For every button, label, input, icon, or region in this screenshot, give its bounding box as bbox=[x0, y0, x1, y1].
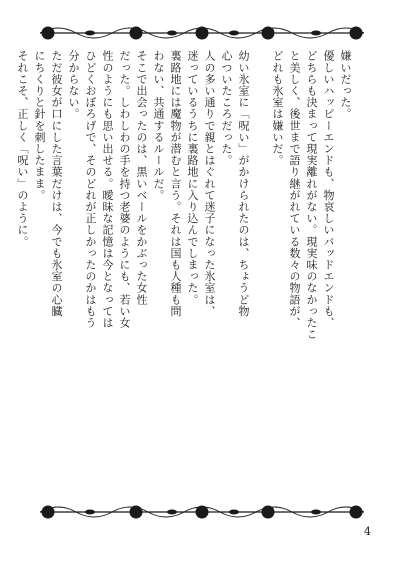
text-column: 裏路地には魔物が潜むと言う。それは国も人種も問 bbox=[169, 50, 182, 317]
text-column: 心ついたころだった。 bbox=[220, 50, 233, 166]
text-column: 優しいハッピーエンドも、物哀しいバッドエンドも、 bbox=[322, 50, 335, 329]
text-column bbox=[0, 50, 14, 496]
text-column: 性のようにも思い出せる。曖昧な記憶は今となっては bbox=[101, 50, 114, 329]
text-column: どれも氷室は嫌いだ。 bbox=[271, 50, 284, 166]
vertical-body-text bbox=[16, 50, 354, 496]
text-column bbox=[252, 50, 269, 496]
text-column: そこで出会ったのは、黒いベールをかぶった女性 bbox=[135, 50, 148, 306]
text-column: ひどくおぼろげで、そのどれが正しかったのかはもう bbox=[84, 50, 97, 329]
top-rose-border bbox=[40, 24, 364, 42]
text-column: ただ彼女が口にした言葉だけは、今でも氷室の心臓 bbox=[50, 50, 63, 317]
text-column: それこそ、正しく「呪い」のように。 bbox=[16, 50, 29, 248]
text-column: にちくりと針を刺したまま。 bbox=[33, 50, 46, 201]
bottom-rose-border bbox=[40, 503, 364, 521]
text-column: と美しく、後世まで語り継がれている数々の物語が、 bbox=[288, 50, 301, 329]
text-column: 嫌いだった。 bbox=[339, 50, 352, 120]
text-column: 迷っているうちに裏路地に入り込んでしまった。 bbox=[186, 50, 199, 306]
text-column: だった。しわしわの手を持つ老婆のようにも、若い女 bbox=[118, 50, 131, 329]
text-column: 分からない。 bbox=[67, 50, 80, 120]
page-number: 4 bbox=[364, 525, 371, 538]
text-column: 人の多い通りで親とはぐれて迷子になった氷室は、 bbox=[203, 50, 216, 317]
text-column: わない、共通するルールだ。 bbox=[152, 50, 165, 201]
text-column: 幼い氷室に「呪い」がかけられたのは、ちょうど物 bbox=[237, 50, 250, 317]
text-column: どちらも決まって現実離れがない。現実味のなかったこ bbox=[305, 50, 318, 340]
